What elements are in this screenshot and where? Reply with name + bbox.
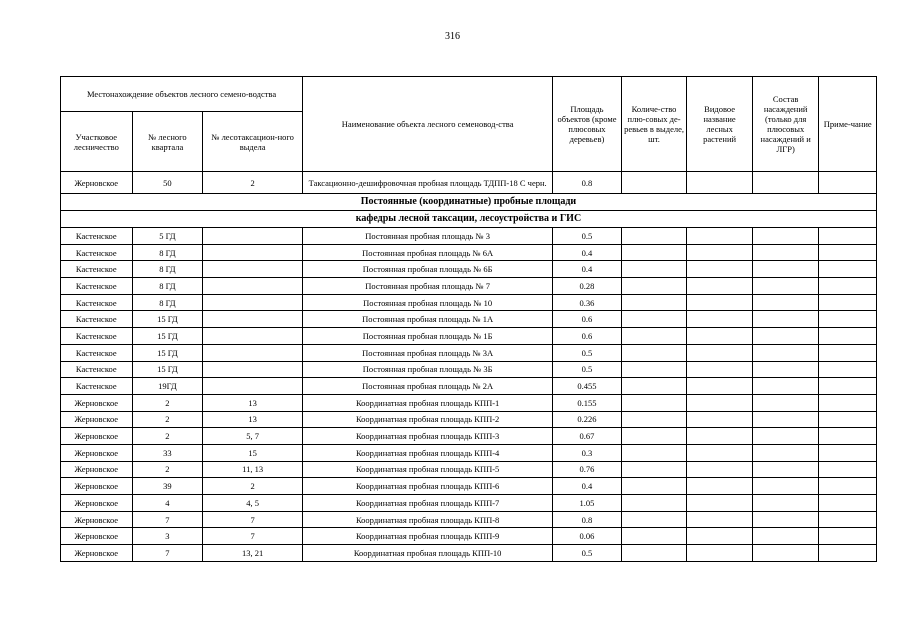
cell-name: Координатная пробная площадь КПП-4 — [303, 444, 553, 461]
cell-count — [621, 394, 687, 411]
cell-count — [621, 244, 687, 261]
cell-note — [819, 394, 877, 411]
cell-name: Координатная пробная площадь КПП-1 — [303, 394, 553, 411]
cell-name: Постоянная пробная площадь № 3 — [303, 228, 553, 245]
cell-compartment: 4, 5 — [203, 495, 303, 512]
cell-species — [687, 495, 753, 512]
cell-forestry: Жерновское — [61, 394, 133, 411]
cell-composition — [752, 511, 819, 528]
cell-forestry: Жерновское — [61, 478, 133, 495]
cell-block: 50 — [132, 172, 203, 194]
cell-block: 15 ГД — [132, 311, 203, 328]
table-row — [61, 228, 877, 245]
cell-area: 0.226 — [553, 411, 622, 428]
header-area: Площадь объектов (кроме плюсовых деревьев) — [553, 77, 622, 172]
cell-note — [819, 311, 877, 328]
cell-name: Координатная пробная площадь КПП-8 — [303, 511, 553, 528]
table-row — [61, 428, 877, 445]
cell-note — [819, 328, 877, 345]
cell-name: Постоянная пробная площадь № 6Б — [303, 261, 553, 278]
cell-area: 0.67 — [553, 428, 622, 445]
cell-compartment — [203, 344, 303, 361]
cell-compartment: 15 — [203, 444, 303, 461]
cell-forestry: Кастенское — [61, 261, 133, 278]
cell-area: 0.4 — [553, 244, 622, 261]
cell-composition — [752, 478, 819, 495]
cell-species — [687, 328, 753, 345]
cell-block: 39 — [132, 478, 203, 495]
cell-name: Таксационно-дешифровочная пробная площадь ТДПП-18 С черн. — [303, 172, 553, 194]
header-composition: Состав насаждений (только для плюсовых насаждений и ЛГР) — [752, 77, 819, 172]
cell-composition — [752, 495, 819, 512]
cell-species — [687, 461, 753, 478]
cell-count — [621, 172, 687, 194]
cell-forestry: Жерновское — [61, 545, 133, 562]
table-row — [61, 394, 877, 411]
cell-area: 0.6 — [553, 311, 622, 328]
cell-species — [687, 478, 753, 495]
cell-block: 19ГД — [132, 378, 203, 395]
header-plus-tree-count: Количе-ство плю-совых де-ревьев в выделе, шт. — [621, 77, 687, 172]
section-row — [61, 211, 877, 228]
table-row — [61, 511, 877, 528]
cell-area: 0.5 — [553, 228, 622, 245]
cell-count — [621, 495, 687, 512]
cell-name: Постоянная пробная площадь № 10 — [303, 294, 553, 311]
cell-block: 3 — [132, 528, 203, 545]
cell-compartment: 2 — [203, 478, 303, 495]
cell-note — [819, 444, 877, 461]
cell-composition — [752, 172, 819, 194]
section-title: кафедры лесной таксации, лесоустройства и ГИС — [61, 211, 877, 228]
cell-species — [687, 244, 753, 261]
cell-area: 0.8 — [553, 511, 622, 528]
cell-block: 4 — [132, 495, 203, 512]
table-row — [61, 478, 877, 495]
cell-block: 7 — [132, 545, 203, 562]
cell-species — [687, 228, 753, 245]
table-row — [61, 172, 877, 194]
cell-species — [687, 545, 753, 562]
cell-name: Координатная пробная площадь КПП-5 — [303, 461, 553, 478]
cell-forestry: Кастенское — [61, 244, 133, 261]
header-block: № лесного квартала — [132, 112, 203, 172]
header-forestry: Участковое лесничество — [61, 112, 133, 172]
table-row — [61, 461, 877, 478]
cell-composition — [752, 328, 819, 345]
cell-count — [621, 478, 687, 495]
cell-species — [687, 411, 753, 428]
cell-area: 0.8 — [553, 172, 622, 194]
cell-note — [819, 545, 877, 562]
cell-species — [687, 511, 753, 528]
cell-count — [621, 528, 687, 545]
header-compartment: № лесотаксацион-ного выдела — [203, 112, 303, 172]
cell-block: 2 — [132, 428, 203, 445]
cell-composition — [752, 361, 819, 378]
cell-composition — [752, 461, 819, 478]
cell-compartment: 13, 21 — [203, 545, 303, 562]
cell-count — [621, 545, 687, 562]
cell-composition — [752, 378, 819, 395]
cell-area: 1.05 — [553, 495, 622, 512]
cell-block: 33 — [132, 444, 203, 461]
cell-composition — [752, 311, 819, 328]
page-number: 316 — [445, 31, 460, 42]
table-row — [61, 328, 877, 345]
cell-count — [621, 428, 687, 445]
cell-block: 8 ГД — [132, 261, 203, 278]
cell-compartment: 5, 7 — [203, 428, 303, 445]
cell-forestry: Жерновское — [61, 461, 133, 478]
cell-composition — [752, 428, 819, 445]
cell-composition — [752, 261, 819, 278]
cell-name: Координатная пробная площадь КПП-6 — [303, 478, 553, 495]
cell-forestry: Жерновское — [61, 528, 133, 545]
cell-composition — [752, 294, 819, 311]
cell-name: Постоянная пробная площадь № 1Б — [303, 328, 553, 345]
cell-note — [819, 228, 877, 245]
cell-composition — [752, 344, 819, 361]
cell-count — [621, 361, 687, 378]
cell-forestry: Кастенское — [61, 294, 133, 311]
cell-compartment — [203, 228, 303, 245]
cell-count — [621, 411, 687, 428]
cell-forestry: Жерновское — [61, 411, 133, 428]
cell-count — [621, 378, 687, 395]
cell-compartment: 13 — [203, 394, 303, 411]
cell-species — [687, 278, 753, 295]
cell-compartment — [203, 328, 303, 345]
cell-note — [819, 411, 877, 428]
cell-name: Координатная пробная площадь КПП-2 — [303, 411, 553, 428]
cell-count — [621, 278, 687, 295]
header-note: Приме-чание — [819, 77, 877, 172]
cell-area: 0.5 — [553, 344, 622, 361]
cell-name: Координатная пробная площадь КПП-7 — [303, 495, 553, 512]
cell-block: 8 ГД — [132, 294, 203, 311]
cell-note — [819, 261, 877, 278]
cell-block: 8 ГД — [132, 278, 203, 295]
cell-name: Постоянная пробная площадь № 1А — [303, 311, 553, 328]
cell-name: Постоянная пробная площадь № 2А — [303, 378, 553, 395]
cell-note — [819, 344, 877, 361]
cell-note — [819, 461, 877, 478]
cell-note — [819, 428, 877, 445]
cell-compartment: 11, 13 — [203, 461, 303, 478]
cell-compartment — [203, 361, 303, 378]
cell-name: Постоянная пробная площадь № 3А — [303, 344, 553, 361]
section-title: Постоянные (координатные) пробные площади — [61, 194, 877, 211]
cell-area: 0.28 — [553, 278, 622, 295]
cell-species — [687, 311, 753, 328]
table-row — [61, 261, 877, 278]
section-row — [61, 194, 877, 211]
cell-block: 15 ГД — [132, 344, 203, 361]
cell-block: 15 ГД — [132, 328, 203, 345]
table-row — [61, 411, 877, 428]
cell-composition — [752, 228, 819, 245]
cell-area: 0.5 — [553, 545, 622, 562]
table-row — [61, 294, 877, 311]
cell-count — [621, 294, 687, 311]
cell-name: Координатная пробная площадь КПП-9 — [303, 528, 553, 545]
table-row — [61, 545, 877, 562]
cell-area: 0.4 — [553, 261, 622, 278]
cell-species — [687, 172, 753, 194]
table-row — [61, 528, 877, 545]
cell-count — [621, 261, 687, 278]
cell-name: Постоянная пробная площадь № 6А — [303, 244, 553, 261]
cell-note — [819, 361, 877, 378]
cell-block: 7 — [132, 511, 203, 528]
seed-objects-table — [60, 76, 877, 562]
cell-composition — [752, 545, 819, 562]
table-row — [61, 378, 877, 395]
cell-block: 2 — [132, 394, 203, 411]
cell-note — [819, 172, 877, 194]
cell-compartment — [203, 378, 303, 395]
cell-forestry: Жерновское — [61, 495, 133, 512]
cell-composition — [752, 244, 819, 261]
cell-species — [687, 344, 753, 361]
cell-name: Постоянная пробная площадь № 3Б — [303, 361, 553, 378]
cell-species — [687, 361, 753, 378]
cell-note — [819, 528, 877, 545]
cell-compartment — [203, 278, 303, 295]
table-row — [61, 278, 877, 295]
cell-count — [621, 511, 687, 528]
cell-block: 15 ГД — [132, 361, 203, 378]
cell-forestry: Кастенское — [61, 311, 133, 328]
table-row — [61, 311, 877, 328]
cell-block: 2 — [132, 411, 203, 428]
cell-area: 0.4 — [553, 478, 622, 495]
table-row — [61, 244, 877, 261]
cell-composition — [752, 411, 819, 428]
cell-forestry: Кастенское — [61, 344, 133, 361]
cell-area: 0.6 — [553, 328, 622, 345]
cell-block: 2 — [132, 461, 203, 478]
cell-composition — [752, 528, 819, 545]
cell-note — [819, 278, 877, 295]
cell-compartment: 7 — [203, 511, 303, 528]
cell-compartment — [203, 294, 303, 311]
cell-forestry: Жерновское — [61, 428, 133, 445]
cell-count — [621, 444, 687, 461]
cell-forestry: Кастенское — [61, 361, 133, 378]
cell-forestry: Жерновское — [61, 172, 133, 194]
cell-forestry: Жерновское — [61, 444, 133, 461]
cell-name: Координатная пробная площадь КПП-10 — [303, 545, 553, 562]
cell-name: Постоянная пробная площадь № 7 — [303, 278, 553, 295]
cell-compartment: 13 — [203, 411, 303, 428]
cell-species — [687, 444, 753, 461]
cell-note — [819, 294, 877, 311]
cell-species — [687, 528, 753, 545]
cell-composition — [752, 444, 819, 461]
cell-block: 5 ГД — [132, 228, 203, 245]
header-species: Видовое название лесных растений — [687, 77, 753, 172]
cell-note — [819, 244, 877, 261]
cell-species — [687, 261, 753, 278]
cell-species — [687, 394, 753, 411]
cell-note — [819, 378, 877, 395]
cell-area: 0.155 — [553, 394, 622, 411]
cell-compartment — [203, 311, 303, 328]
cell-compartment — [203, 244, 303, 261]
cell-count — [621, 344, 687, 361]
cell-count — [621, 461, 687, 478]
cell-compartment: 2 — [203, 172, 303, 194]
cell-note — [819, 511, 877, 528]
cell-area: 0.455 — [553, 378, 622, 395]
cell-composition — [752, 394, 819, 411]
table-row — [61, 361, 877, 378]
cell-name: Координатная пробная площадь КПП-3 — [303, 428, 553, 445]
cell-species — [687, 428, 753, 445]
cell-note — [819, 478, 877, 495]
cell-area: 0.36 — [553, 294, 622, 311]
cell-note — [819, 495, 877, 512]
cell-area: 0.06 — [553, 528, 622, 545]
cell-count — [621, 328, 687, 345]
cell-species — [687, 378, 753, 395]
cell-block: 8 ГД — [132, 244, 203, 261]
cell-count — [621, 228, 687, 245]
header-object-name: Наименование объекта лесного семеновод-ства — [303, 77, 553, 172]
cell-forestry: Кастенское — [61, 228, 133, 245]
cell-compartment — [203, 261, 303, 278]
table-row — [61, 495, 877, 512]
cell-count — [621, 311, 687, 328]
cell-compartment: 7 — [203, 528, 303, 545]
table-row — [61, 444, 877, 461]
cell-area: 0.76 — [553, 461, 622, 478]
cell-forestry: Кастенское — [61, 378, 133, 395]
cell-composition — [752, 278, 819, 295]
cell-forestry: Кастенское — [61, 278, 133, 295]
cell-area: 0.3 — [553, 444, 622, 461]
cell-species — [687, 294, 753, 311]
cell-forestry: Жерновское — [61, 511, 133, 528]
header-location-group: Местонахождение объектов лесного семено-водства — [61, 77, 303, 112]
cell-area: 0.5 — [553, 361, 622, 378]
cell-forestry: Кастенское — [61, 328, 133, 345]
table-row — [61, 344, 877, 361]
